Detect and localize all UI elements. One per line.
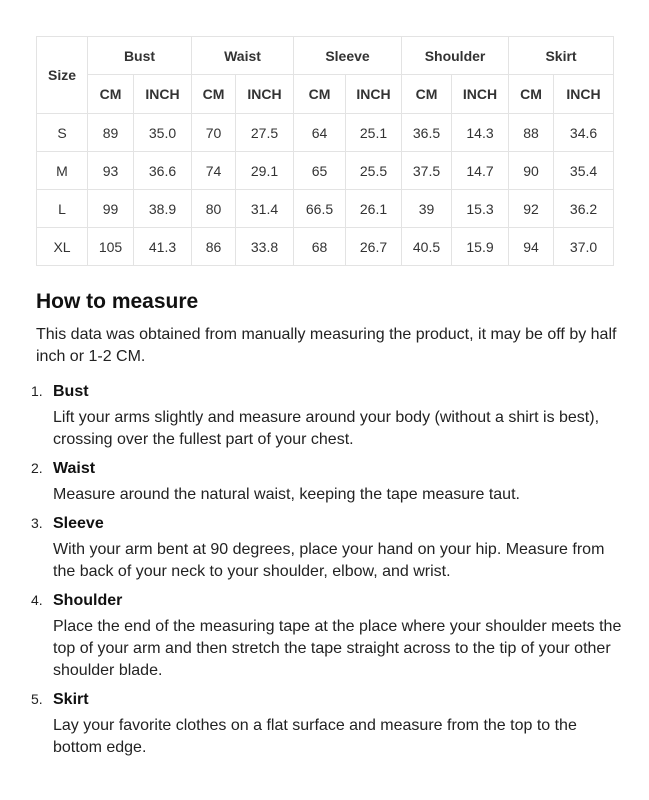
size-cell: L <box>37 190 88 228</box>
section-title: How to measure <box>36 290 199 313</box>
measure-steps-list <box>31 380 626 765</box>
table-cell: 29.1 <box>236 152 294 190</box>
table-cell: 38.9 <box>134 190 192 228</box>
table-cell: 41.3 <box>134 228 192 266</box>
table-cell: 80 <box>192 190 236 228</box>
table-cell: 14.3 <box>452 114 509 152</box>
unit-header: INCH <box>452 75 509 114</box>
unit-header-row <box>37 75 614 114</box>
unit-header: CM <box>192 75 236 114</box>
table-cell: 33.8 <box>236 228 294 266</box>
table-cell: 36.6 <box>134 152 192 190</box>
table-cell: 86 <box>192 228 236 266</box>
table-cell: 39 <box>402 190 452 228</box>
unit-header: INCH <box>236 75 294 114</box>
step-waist <box>31 457 626 506</box>
table-cell: 70 <box>192 114 236 152</box>
table-cell: 89 <box>88 114 134 152</box>
table-cell: 65 <box>294 152 346 190</box>
size-cell: S <box>37 114 88 152</box>
table-cell: 64 <box>294 114 346 152</box>
table-cell: 88 <box>509 114 554 152</box>
step-shoulder <box>31 589 626 682</box>
table-cell: 90 <box>509 152 554 190</box>
table-cell: 27.5 <box>236 114 294 152</box>
step-description: Measure around the natural waist, keeping the tape measure taut. <box>53 486 520 503</box>
size-cell: M <box>37 152 88 190</box>
step-description: Place the end of the measuring tape at the place where your shoulder meets the top of your arm and then stretch the tape straight across to the tip of your other shoulder blade. <box>53 618 622 679</box>
size-cell: XL <box>37 228 88 266</box>
table-cell: 35.4 <box>554 152 614 190</box>
table-cell: 26.1 <box>346 190 402 228</box>
table-cell: 37.5 <box>402 152 452 190</box>
table-cell: 15.9 <box>452 228 509 266</box>
table-cell: 14.7 <box>452 152 509 190</box>
group-header-shoulder: Shoulder <box>402 37 509 75</box>
group-header-skirt: Skirt <box>509 37 614 75</box>
unit-header: INCH <box>554 75 614 114</box>
group-header-row <box>37 37 614 75</box>
group-header-bust: Bust <box>88 37 192 75</box>
step-number: 3. <box>31 515 43 531</box>
size-header: Size <box>37 37 88 114</box>
table-cell: 15.3 <box>452 190 509 228</box>
table-row <box>37 152 614 190</box>
table-cell: 74 <box>192 152 236 190</box>
step-number: 4. <box>31 592 43 608</box>
unit-header: CM <box>294 75 346 114</box>
step-title: Shoulder <box>53 592 123 609</box>
table-cell: 25.1 <box>346 114 402 152</box>
table-cell: 25.5 <box>346 152 402 190</box>
step-skirt <box>31 688 626 759</box>
table-cell: 36.5 <box>402 114 452 152</box>
step-title: Bust <box>53 383 89 400</box>
table-row <box>37 228 614 266</box>
step-number: 2. <box>31 460 43 476</box>
table-cell: 94 <box>509 228 554 266</box>
table-cell: 40.5 <box>402 228 452 266</box>
table-cell: 35.0 <box>134 114 192 152</box>
intro-text: This data was obtained from manually measuring the product, it may be off by half inch or 1-2 CM. <box>36 326 617 365</box>
table-cell: 105 <box>88 228 134 266</box>
step-number: 1. <box>31 383 43 399</box>
step-number: 5. <box>31 691 43 707</box>
table-cell: 31.4 <box>236 190 294 228</box>
unit-header: INCH <box>346 75 402 114</box>
step-sleeve <box>31 512 626 583</box>
step-title: Waist <box>53 460 96 477</box>
table-cell: 92 <box>509 190 554 228</box>
table-cell: 34.6 <box>554 114 614 152</box>
table-cell: 26.7 <box>346 228 402 266</box>
table-row <box>37 114 614 152</box>
table-cell: 99 <box>88 190 134 228</box>
group-header-waist: Waist <box>192 37 294 75</box>
table-cell: 36.2 <box>554 190 614 228</box>
size-chart-table <box>36 36 614 266</box>
table-cell: 93 <box>88 152 134 190</box>
table-cell: 37.0 <box>554 228 614 266</box>
step-description: Lift your arms slightly and measure around your body (without a shirt is best), crossing over the fullest part of your chest. <box>53 409 600 448</box>
step-description: With your arm bent at 90 degrees, place your hand on your hip. Measure from the back of your neck to your shoulder, elbow, and wrist. <box>53 541 605 580</box>
step-title: Sleeve <box>53 515 104 532</box>
unit-header: CM <box>509 75 554 114</box>
unit-header: CM <box>402 75 452 114</box>
table-cell: 66.5 <box>294 190 346 228</box>
unit-header: INCH <box>134 75 192 114</box>
table-row <box>37 190 614 228</box>
step-title: Skirt <box>53 691 89 708</box>
step-bust <box>31 380 626 451</box>
step-description: Lay your favorite clothes on a flat surface and measure from the top to the bottom edge. <box>53 717 577 756</box>
unit-header: CM <box>88 75 134 114</box>
table-cell: 68 <box>294 228 346 266</box>
group-header-sleeve: Sleeve <box>294 37 402 75</box>
